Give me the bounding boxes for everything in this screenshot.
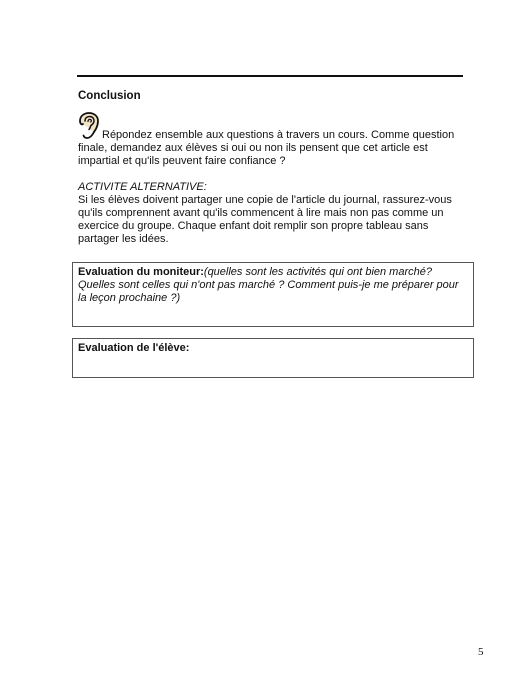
student-evaluation-box: [72, 338, 474, 378]
student-evaluation-label: Evaluation de l'élève:: [78, 342, 190, 354]
alternative-text: Si les élèves doivent partager une copie de l'article du journal, rassurez-vous qu'ils comprennent avant qu'ils commencent à lire mais non pas comme un exercice du groupe. Chaque enfant doit remplir son propre tableau sans partager les idées.: [78, 194, 452, 245]
monitor-evaluation-note: (quelles sont les activités qui ont bien marché? Quelles sont celles qui n'ont pas marché ? Comment puis-je me préparer pour la leçon prochaine ?): [78, 266, 459, 304]
alternative-title: ACTIVITE ALTERNATIVE:: [78, 181, 207, 193]
conclusion-paragraph: [78, 112, 470, 168]
monitor-evaluation-box: [72, 262, 474, 327]
alternative-activity: [78, 181, 470, 246]
conclusion-text: Répondez ensemble aux questions à travers un cours. Comme question finale, demandez aux élèves si oui ou non ils pensent que cet article est impartial et qu'ils peuvent faire confiance ?: [78, 129, 455, 167]
top-rule: [77, 75, 463, 77]
page-number: 5: [478, 646, 484, 658]
conclusion-heading: Conclusion: [78, 90, 141, 102]
ear-icon: [78, 112, 100, 140]
monitor-evaluation-label: Evaluation du moniteur:: [78, 266, 204, 278]
